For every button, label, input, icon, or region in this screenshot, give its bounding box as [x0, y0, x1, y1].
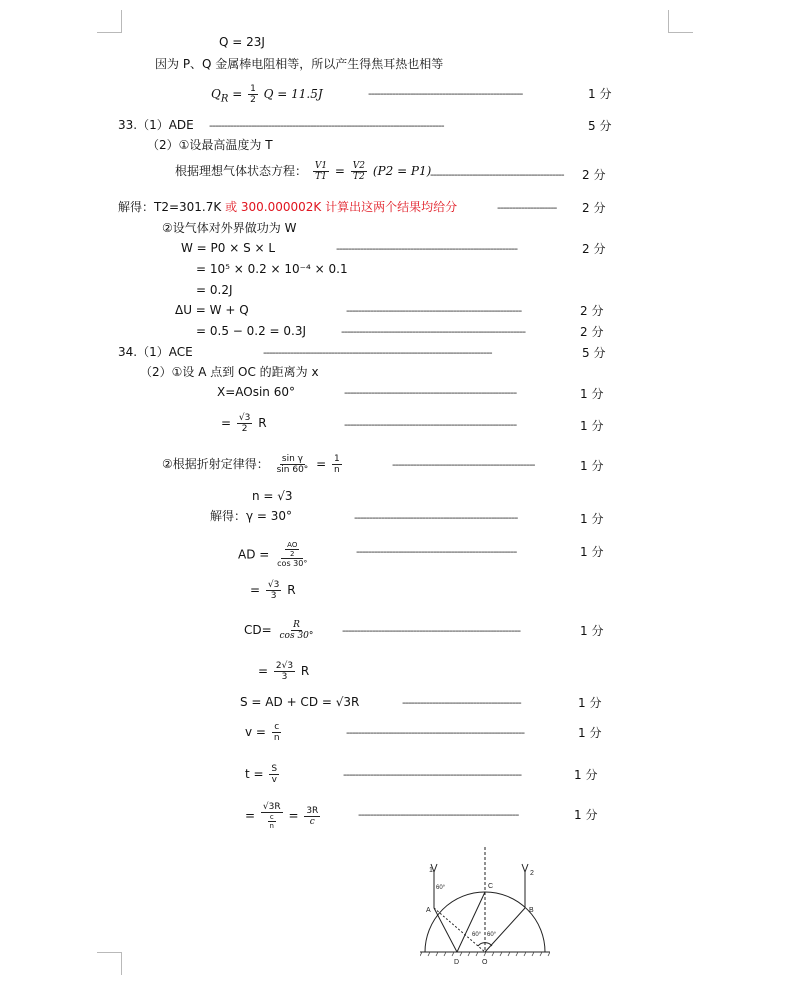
dashes: ----------------------------------------------------------	[344, 386, 517, 399]
line-gas-law	[175, 161, 431, 182]
pressure-condition: (P2 = P1)	[372, 164, 432, 178]
fraction-c-n: $\frac{c}{n}$	[273, 722, 280, 743]
corner-mark-bottom-left	[97, 952, 122, 975]
line-heat-equal: 因为 P、Q 金属棒电阻相等，所以产生得焦耳热也相等	[155, 57, 444, 71]
fraction-sqrt3r: $\frac{√3R}{\frac{c}{n}}$	[262, 802, 281, 830]
line-cd	[244, 620, 317, 641]
dashes: ----------------------------------------------------------	[344, 418, 517, 431]
line-w-values: = 10⁵ × 0.2 × 10⁻⁴ × 0.1	[196, 262, 348, 276]
score-1: 1 分	[580, 545, 604, 559]
v-label: v =	[245, 725, 266, 739]
symbol-q: Q	[211, 87, 221, 101]
line-refraction-law	[162, 454, 344, 475]
equals: =	[258, 664, 269, 678]
label-c: C	[488, 883, 494, 890]
dashes: --------------------------------------------------------------	[341, 325, 526, 338]
label-ray-2: 2	[530, 870, 534, 877]
line-x-value	[221, 413, 267, 434]
t-label: t =	[245, 767, 264, 781]
fraction-sqrt3-2: $\frac{√3}{2}$	[238, 413, 251, 434]
score-2: 2 分	[582, 201, 606, 215]
line-n-value: n = √3	[252, 489, 293, 503]
line-ad-value	[250, 580, 296, 601]
dashes: ------------------------------------------------	[392, 458, 535, 471]
fraction-sin: $\frac{\text{sin γ}}{\sin 60^\circ}$	[276, 454, 309, 475]
gas-law-text: 根据理想气体状态方程：	[175, 164, 308, 178]
fraction-1-n: $\frac{1}{n}$	[334, 454, 340, 475]
semicircle-optics-diagram	[420, 842, 550, 972]
equals: =	[250, 583, 261, 597]
dashes: -------------------------------------------------------	[354, 511, 518, 524]
score-2: 2 分	[582, 242, 606, 256]
line-34-1: 34.（1）ACE	[118, 345, 193, 359]
equals: =	[334, 164, 345, 178]
radius-r: R	[300, 664, 310, 678]
corner-mark-top-left	[97, 10, 122, 33]
refracted-ray-ad	[434, 908, 457, 952]
dashes: ------------------------------------------------------------	[342, 624, 521, 637]
refraction-law-text: ②根据折射定律得：	[162, 457, 269, 471]
fraction-3r-c: $\frac{3R}{c}$	[306, 805, 319, 827]
dashes: -----------------------------------------------------------	[346, 304, 522, 317]
line-du-result: = 0.5 − 0.2 = 0.3J	[196, 324, 307, 338]
line-cd-value	[258, 661, 309, 682]
t2-result: 解得：T2=301.7K	[118, 200, 222, 214]
score-5: 5 分	[582, 346, 606, 360]
fraction-half: $\frac{1}{2}$	[250, 84, 256, 105]
fraction-cd: $\frac{R}{\cos 30^\circ}$	[279, 620, 314, 641]
qr-value: Q = 11.5J	[263, 87, 323, 101]
score-1: 1 分	[580, 387, 604, 401]
line-33-2: （2）①设最高温度为 T	[147, 138, 273, 152]
fraction-v1-t1: $\frac{V1}{T1}$	[314, 161, 328, 182]
radius-r: R	[258, 416, 267, 430]
score-2: 2 分	[580, 325, 604, 339]
reflected-ray-dc	[457, 892, 485, 952]
dashes: ---------------------------------------------	[430, 168, 564, 181]
score-1: 1 分	[588, 87, 612, 101]
line-w-result: = 0.2J	[196, 283, 233, 297]
line-qr	[211, 84, 323, 107]
alternate-result-note: 或 300.000002K 计算出这两个结果均给分	[225, 200, 458, 214]
label-o: O	[482, 959, 488, 966]
fraction-s-v: $\frac{S}{v}$	[271, 764, 278, 785]
label-d: D	[454, 959, 460, 966]
line-w-formula: W = P0 × S × L	[181, 241, 276, 255]
equals: =	[316, 457, 327, 471]
line-q-23j: Q = 23J	[219, 35, 265, 49]
dashes: ------------------------------------------------------	[358, 808, 519, 821]
equals: =	[245, 808, 256, 823]
fraction-sqrt3-3: $\frac{√3}{3}$	[267, 580, 280, 601]
label-a: A	[426, 907, 431, 914]
line-x-aosin: X=AOsin 60°	[217, 385, 295, 399]
equals: =	[221, 416, 232, 430]
subscript-r: R	[220, 93, 229, 105]
score-1: 1 分	[580, 419, 604, 433]
dashes: ------------------------------------------------------------	[346, 726, 525, 739]
equals: =	[288, 808, 299, 823]
ray-2-arrow	[522, 864, 528, 872]
dashes: ----------------------------------------	[402, 696, 521, 709]
label-angle-60-a: 60°	[436, 885, 446, 891]
score-1: 1 分	[580, 624, 604, 638]
line-33-1: 33.（1）ADE	[118, 118, 194, 132]
dashes: -------------------------------------------------------------	[336, 242, 518, 255]
fraction-2sqrt3-3: $\frac{2√3}{3}$	[275, 661, 294, 682]
dashes: -----------------------------------------------------------------------------	[263, 346, 492, 359]
label-angle-60-left: 60°	[472, 932, 482, 938]
score-5: 5 分	[588, 119, 612, 133]
line-ao	[434, 908, 485, 952]
equals: =	[232, 87, 247, 101]
score-1: 1 分	[574, 768, 598, 782]
line-ad	[238, 541, 311, 569]
score-1: 1 分	[578, 726, 602, 740]
score-1: 1 分	[574, 808, 598, 822]
cd-label: CD=	[244, 623, 272, 637]
radius-r: R	[287, 583, 296, 597]
line-s: S = AD + CD = √3R	[240, 695, 360, 709]
line-gamma: 解得：γ = 30°	[210, 509, 293, 523]
line-solution-t2	[118, 199, 457, 215]
line-34-2: （2）①设 A 点到 OC 的距离为 x	[140, 365, 319, 379]
score-1: 1 分	[580, 459, 604, 473]
score-2: 2 分	[580, 304, 604, 318]
dashes: --------------------	[497, 201, 557, 214]
corner-mark-top-right	[668, 10, 693, 33]
ad-label: AD =	[238, 547, 270, 562]
fraction-ad: $\frac{\frac{AO}{2}}{\cos 30^\circ}$	[277, 541, 308, 568]
dashes: -------------------------------------------------------------------------------	[209, 119, 444, 132]
line-work: ②设气体对外界做功为 W	[162, 221, 297, 235]
label-b: B	[529, 907, 534, 914]
label-angle-60-right: 60°	[487, 932, 497, 938]
line-t	[245, 764, 281, 785]
line-t-value	[245, 802, 322, 830]
label-ray-1: 1	[429, 867, 433, 874]
dashes: ------------------------------------------------------------	[343, 768, 522, 781]
line-v	[245, 722, 284, 743]
dashes: ----------------------------------------------------	[368, 87, 523, 100]
dashes: ------------------------------------------------------	[356, 545, 517, 558]
score-1: 1 分	[580, 512, 604, 526]
fraction-v2-t2: $\frac{V2}{T2}$	[352, 161, 366, 182]
score-1: 1 分	[578, 696, 602, 710]
score-2: 2 分	[582, 168, 606, 182]
line-du: ΔU = W + Q	[175, 303, 249, 317]
